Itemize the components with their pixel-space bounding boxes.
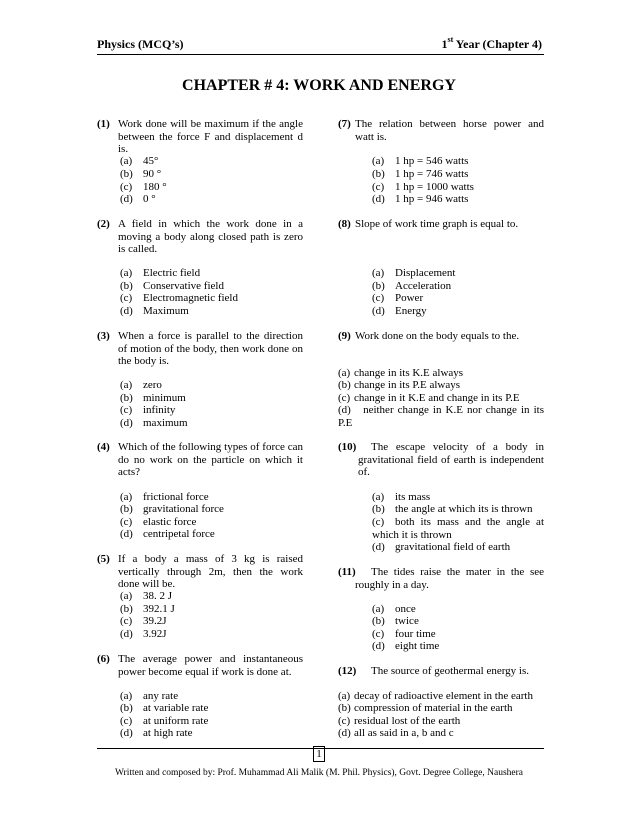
question-number: (6) (97, 653, 110, 665)
option-9a: (a) change in its K.E always (338, 367, 464, 379)
question-2 (97, 218, 303, 256)
option-7a: (a) 1 hp = 546 watts (372, 155, 469, 167)
question-1 (97, 118, 303, 156)
option-8c: (c) Power (372, 292, 424, 304)
option-10d: (d) gravitational field of earth (372, 541, 511, 553)
option-5d: (d) 3.92J (120, 628, 167, 640)
question-stem: The tides raise the mater in the see roughly in a day. (355, 566, 544, 591)
option-6d: (d) at high rate (120, 727, 193, 739)
option-5a: (a) 38. 2 J (120, 590, 173, 602)
option-5b: (b) 392.1 J (120, 603, 175, 615)
option-12d: (d) all as said in a, b and c (338, 727, 454, 739)
question-stem: The escape velocity of a body in gravitational field of earth is independent of. (358, 441, 544, 478)
question-12 (338, 665, 544, 678)
option-4d: (d) centripetal force (120, 528, 215, 540)
option-11c: (c) four time (372, 628, 436, 640)
option-8b: (b) Acceleration (372, 280, 452, 292)
question-stem: Which of the following types of force can do no work on the particle on which it acts? (118, 441, 303, 478)
option-8d: (d) Energy (372, 305, 427, 317)
option-1c: (c) 180 ° (120, 181, 167, 193)
option-9b: (b) change in its P.E always (338, 379, 461, 391)
question-5 (97, 553, 303, 591)
question-number: (2) (97, 218, 110, 230)
option-7d: (d) 1 hp = 946 watts (372, 193, 469, 205)
question-stem: If a body a mass of 3 kg is raised vertically through 2m, then the work done will be. (118, 553, 303, 590)
option-12c: (c) residual lost of the earth (338, 715, 461, 727)
question-number: (5) (97, 553, 110, 565)
option-4a: (a) frictional force (120, 491, 209, 503)
question-stem: The average power and instantaneous power become equal if work is done at. (118, 653, 303, 678)
page-number: 1 (313, 746, 325, 762)
question-stem: Work done will be maximum if the angle between the force F and displacement d is. (118, 118, 303, 155)
option-2b: (b) Conservative field (120, 280, 224, 292)
question-10 (338, 441, 544, 479)
question-number: (8) (338, 218, 351, 230)
option-5c: (c) 39.2J (120, 615, 167, 627)
option-8a: (a) Displacement (372, 267, 456, 279)
option-2d: (d) Maximum (120, 305, 189, 317)
question-stem: Slope of work time graph is equal to. (355, 218, 519, 230)
option-12a: (a) decay of radioactive element in the earth (338, 690, 533, 702)
question-stem: The source of geothermal energy is. (371, 665, 530, 677)
question-stem: The relation between horse power and watt is. (355, 118, 544, 143)
page-title: CHAPTER # 4: WORK AND ENERGY (182, 77, 456, 94)
question-stem: When a force is parallel to the direction of motion of the body, then work done on the body is. (118, 330, 303, 367)
option-9c: (c) change in it K.E and change in its P.E (338, 392, 520, 404)
option-1b: (b) 90 ° (120, 168, 162, 180)
option-4c: (c) elastic force (120, 516, 197, 528)
header-rule (97, 54, 544, 55)
question-number: (1) (97, 118, 110, 130)
question-9 (338, 330, 544, 343)
option-3d: (d) maximum (120, 417, 188, 429)
option-2c: (c) Electromagnetic field (120, 292, 238, 304)
option-10a: (a) its mass (372, 491, 431, 503)
header-chapter: 1st Year (Chapter 4) (441, 35, 542, 51)
option-7c: (c) 1 hp = 1000 watts (372, 181, 474, 193)
option-9d: (d) neither change in K.E nor change in its P.E (338, 404, 545, 429)
question-3 (97, 330, 303, 368)
option-6b: (b) at variable rate (120, 702, 209, 714)
header-subject: Physics (MCQ’s) (97, 37, 184, 51)
question-stem: A field in which the work done in a moving a body along closed path is zero is called. (118, 218, 303, 255)
footer-credit: Written and composed by: Prof. Muhammad Ali Malik (M. Phil. Physics), Govt. Degree College, Naushera (114, 768, 524, 778)
option-10c: (c) both its mass and the angle at which it is thrown (372, 516, 544, 541)
option-7b: (b) 1 hp = 746 watts (372, 168, 469, 180)
question-6 (97, 653, 303, 678)
question-number: (11) (338, 566, 356, 578)
question-number: (3) (97, 330, 110, 342)
option-12b: (b) compression of material in the earth (338, 702, 513, 714)
option-11b: (b) twice (372, 615, 419, 627)
option-6c: (c) at uniform rate (120, 715, 209, 727)
question-number: (9) (338, 330, 351, 342)
option-6a: (a) any rate (120, 690, 179, 702)
question-number: (7) (338, 118, 351, 130)
question-number: (4) (97, 441, 110, 453)
option-11d: (d) eight time (372, 640, 440, 652)
option-3b: (b) minimum (120, 392, 186, 404)
option-3c: (c) infinity (120, 404, 176, 416)
question-7 (338, 118, 544, 143)
option-11a: (a) once (372, 603, 416, 615)
option-3a: (a) zero (120, 379, 162, 391)
option-10b: (b) the angle at which its is thrown (372, 503, 533, 515)
question-8 (338, 218, 544, 231)
option-2a: (a) Electric field (120, 267, 201, 279)
option-1a: (a) 45° (120, 155, 159, 167)
question-stem: Work done on the body equals to the. (355, 330, 520, 342)
question-number: (10) (338, 441, 357, 453)
question-number: (12) (338, 665, 357, 677)
option-1d: (d) 0 ° (120, 193, 156, 205)
option-4b: (b) gravitational force (120, 503, 224, 515)
question-4 (97, 441, 303, 479)
question-11 (338, 566, 544, 591)
